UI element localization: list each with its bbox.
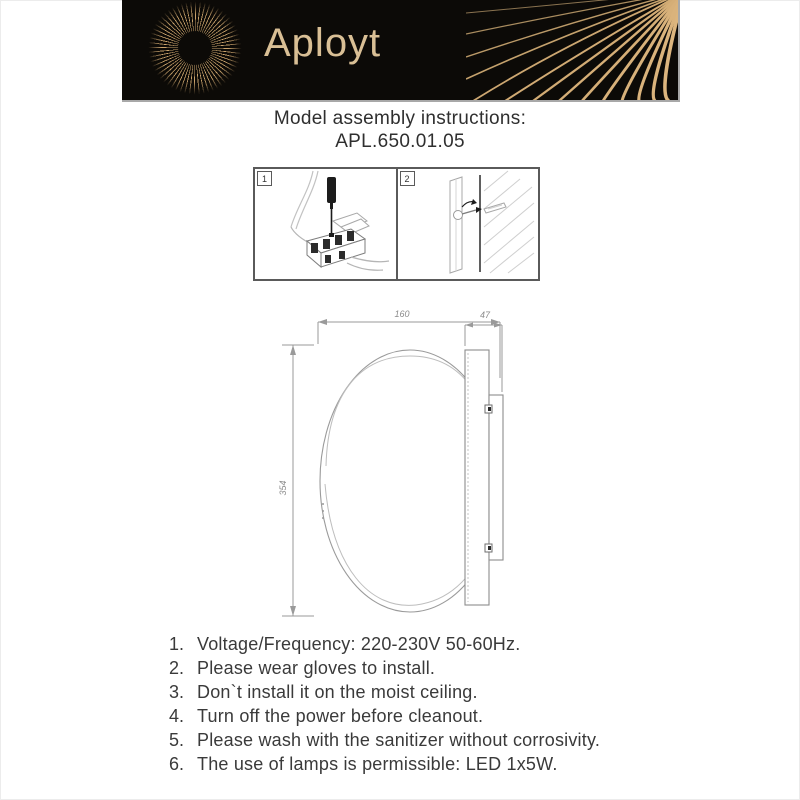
model-number: APL.650.01.05 [335, 131, 465, 152]
height-dimension-label: 354 [278, 480, 288, 496]
dimension-drawing [266, 296, 530, 632]
sunburst-logo-icon [148, 1, 242, 95]
brand-name: Aployt [264, 21, 382, 65]
width-dimension-label: 160 [394, 309, 410, 319]
list-item-number: 1. [168, 633, 184, 654]
list-item [158, 632, 658, 656]
list-item [158, 728, 658, 752]
list-item-text: Don`t install it on the moist ceiling. [197, 681, 478, 702]
list-item-number: 3. [168, 681, 184, 702]
corner-rays-decoration [466, 0, 678, 101]
list-item-text: Please wear gloves to install. [197, 657, 436, 678]
list-item-number: 4. [168, 705, 184, 726]
list-item-text: The use of lamps is permissible: LED 1x5W. [197, 753, 558, 774]
list-item-text: Please wash with the sanitizer without corrosivity. [197, 729, 601, 750]
assembly-step-2-panel [396, 169, 539, 279]
list-item-number: 2. [168, 657, 184, 678]
list-item-text: Voltage/Frequency: 220-230V 50-60Hz. [197, 633, 521, 654]
depth-dimension-label: 47 [479, 310, 491, 320]
list-item [158, 656, 658, 680]
instruction-list [158, 632, 658, 776]
step-1-number: 1 [257, 171, 272, 186]
assembly-step-1-panel [255, 169, 396, 279]
list-item [158, 752, 658, 776]
list-item [158, 704, 658, 728]
list-item-number: 6. [168, 753, 184, 774]
list-item [158, 680, 658, 704]
wiring-terminal-diagram [255, 169, 394, 275]
title-line-1: Model assembly instructions: [273, 108, 527, 129]
list-item-text: Turn off the power before cleanout. [197, 705, 484, 726]
assembly-steps-box [253, 167, 540, 281]
document-title [0, 107, 800, 153]
list-item-number: 5. [168, 729, 184, 750]
brand-banner [122, 0, 680, 102]
wall-mounting-diagram [398, 169, 537, 275]
step-2-number: 2 [400, 171, 415, 186]
